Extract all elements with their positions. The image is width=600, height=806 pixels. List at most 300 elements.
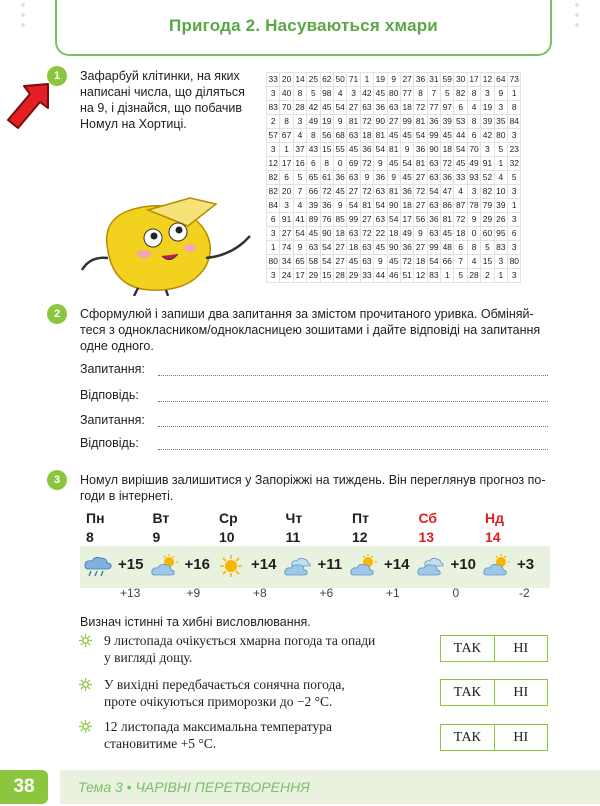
grid-cell[interactable]: 73 — [508, 73, 521, 87]
grid-cell[interactable]: 54 — [320, 241, 333, 255]
grid-cell[interactable]: 42 — [360, 87, 373, 101]
grid-cell[interactable]: 9 — [333, 115, 346, 129]
grid-row — [267, 87, 521, 101]
grid-cell[interactable]: 17 — [400, 213, 413, 227]
grid-cell[interactable]: 72 — [454, 213, 467, 227]
grid-cell[interactable]: 45 — [320, 101, 333, 115]
grid-cell[interactable]: 62 — [320, 73, 333, 87]
sun-icon — [217, 554, 245, 578]
grid-cell[interactable]: 42 — [307, 101, 320, 115]
grid-cell[interactable]: 74 — [280, 241, 293, 255]
grid-cell[interactable]: 39 — [481, 115, 494, 129]
true-option-2[interactable]: ТАК — [453, 685, 481, 700]
grid-cell[interactable]: 54 — [427, 185, 440, 199]
grid-cell[interactable]: 3 — [267, 143, 280, 157]
grid-cell[interactable]: 79 — [481, 199, 494, 213]
grid-cell[interactable]: 7 — [293, 185, 306, 199]
grid-cell[interactable]: 1 — [267, 241, 280, 255]
grid-cell[interactable]: 5 — [293, 171, 306, 185]
grid-cell[interactable]: 49 — [307, 115, 320, 129]
grid-cell[interactable]: 25 — [307, 73, 320, 87]
grid-cell[interactable]: 69 — [347, 157, 360, 171]
grid-cell[interactable]: 45 — [387, 157, 400, 171]
grid-cell[interactable]: 45 — [441, 129, 454, 143]
grid-cell[interactable]: 82 — [481, 185, 494, 199]
grid-cell[interactable]: 3 — [481, 87, 494, 101]
grid-cell[interactable]: 6 — [307, 157, 320, 171]
grid-cell[interactable]: 71 — [347, 73, 360, 87]
grid-cell[interactable]: 18 — [414, 255, 427, 269]
grid-cell[interactable]: 54 — [347, 199, 360, 213]
grid-cell[interactable]: 72 — [360, 115, 373, 129]
grid-cell[interactable]: 8 — [280, 115, 293, 129]
grid-cell[interactable]: 33 — [267, 73, 280, 87]
grid-cell[interactable]: 58 — [307, 255, 320, 269]
grid-cell[interactable]: 28 — [467, 269, 480, 283]
grid-cell[interactable]: 90 — [387, 241, 400, 255]
grid-cell[interactable]: 46 — [387, 269, 400, 283]
grid-cell[interactable]: 27 — [333, 255, 346, 269]
grid-cell[interactable]: 12 — [267, 157, 280, 171]
grid-cell[interactable]: 27 — [414, 199, 427, 213]
grid-cell[interactable]: 30 — [454, 73, 467, 87]
grid-cell[interactable]: 97 — [441, 101, 454, 115]
grid-cell[interactable]: 90 — [374, 115, 387, 129]
grid-cell[interactable]: 37 — [293, 143, 306, 157]
grid-cell[interactable]: 3 — [481, 143, 494, 157]
grid-cell[interactable]: 63 — [427, 157, 440, 171]
grid-cell[interactable]: 9 — [333, 199, 346, 213]
grid-cell[interactable]: 45 — [387, 255, 400, 269]
grid-cell[interactable]: 83 — [427, 269, 440, 283]
grid-cell[interactable]: 27 — [387, 115, 400, 129]
grid-cell[interactable]: 5 — [307, 87, 320, 101]
grid-cell[interactable]: 63 — [360, 255, 373, 269]
grid-cell[interactable]: 84 — [267, 199, 280, 213]
grid-cell[interactable]: 81 — [414, 115, 427, 129]
grid-cell[interactable]: 63 — [427, 227, 440, 241]
grid-cell[interactable]: 9 — [494, 87, 507, 101]
grid-cell[interactable]: 4 — [494, 171, 507, 185]
grid-cell[interactable]: 40 — [280, 87, 293, 101]
grid-cell[interactable]: 63 — [387, 101, 400, 115]
grid-cell[interactable]: 3 — [508, 129, 521, 143]
grid-cell[interactable]: 80 — [508, 255, 521, 269]
grid-cell[interactable]: 72 — [360, 227, 373, 241]
grid-cell[interactable]: 15 — [481, 255, 494, 269]
grid-cell[interactable]: 3 — [494, 255, 507, 269]
grid-cell[interactable]: 8 — [293, 87, 306, 101]
grid-cell[interactable]: 54 — [400, 157, 413, 171]
grid-cell[interactable]: 1 — [508, 199, 521, 213]
grid-cell[interactable]: 80 — [267, 255, 280, 269]
grid-cell[interactable]: 45 — [347, 143, 360, 157]
grid-cell[interactable]: 18 — [360, 129, 373, 143]
grid-cell[interactable]: 82 — [267, 171, 280, 185]
grid-cell[interactable]: 72 — [360, 185, 373, 199]
grid-cell[interactable]: 53 — [454, 115, 467, 129]
grid-cell[interactable]: 63 — [374, 185, 387, 199]
grid-cell[interactable]: 67 — [280, 129, 293, 143]
grid-cell[interactable]: 1 — [360, 73, 373, 87]
grid-cell[interactable]: 3 — [494, 101, 507, 115]
grid-cell[interactable]: 81 — [441, 213, 454, 227]
grid-cell[interactable]: 72 — [320, 185, 333, 199]
grid-cell[interactable]: 90 — [427, 143, 440, 157]
false-option-1[interactable]: НІ — [494, 636, 548, 661]
grid-cell[interactable]: 36 — [320, 199, 333, 213]
grid-cell[interactable]: 20 — [280, 185, 293, 199]
grid-cell[interactable]: 87 — [454, 199, 467, 213]
grid-cell[interactable]: 45 — [333, 185, 346, 199]
grid-cell[interactable]: 5 — [454, 269, 467, 283]
grid-cell[interactable]: 39 — [307, 199, 320, 213]
grid-cell[interactable]: 14 — [293, 73, 306, 87]
grid-cell[interactable]: 3 — [267, 269, 280, 283]
grid-cell[interactable]: 36 — [414, 73, 427, 87]
grid-cell[interactable]: 99 — [347, 213, 360, 227]
grid-cell[interactable]: 26 — [494, 213, 507, 227]
grid-cell[interactable]: 4 — [454, 185, 467, 199]
grid-cell[interactable]: 54 — [374, 199, 387, 213]
grid-cell[interactable]: 27 — [333, 241, 346, 255]
grid-cell[interactable]: 15 — [320, 143, 333, 157]
grid-cell[interactable]: 36 — [427, 213, 440, 227]
grid-cell[interactable]: 99 — [400, 115, 413, 129]
grid-cell[interactable]: 36 — [441, 171, 454, 185]
grid-cell[interactable]: 61 — [320, 171, 333, 185]
grid-cell[interactable]: 1 — [494, 269, 507, 283]
grid-cell[interactable]: 18 — [441, 143, 454, 157]
grid-cell[interactable]: 99 — [427, 129, 440, 143]
grid-cell[interactable]: 56 — [320, 129, 333, 143]
grid-cell[interactable]: 54 — [293, 227, 306, 241]
grid-cell[interactable]: 70 — [467, 143, 480, 157]
grid-cell[interactable]: 41 — [293, 213, 306, 227]
grid-cell[interactable]: 9 — [387, 73, 400, 87]
grid-cell[interactable]: 85 — [333, 213, 346, 227]
grid-cell[interactable]: 1 — [508, 87, 521, 101]
grid-cell[interactable]: 8 — [320, 157, 333, 171]
true-option-1[interactable]: ТАК — [453, 641, 481, 656]
sun-bullet-icon — [79, 678, 92, 691]
grid-cell[interactable]: 6 — [467, 129, 480, 143]
grid-cell[interactable]: 77 — [400, 87, 413, 101]
grid-cell[interactable]: 63 — [427, 199, 440, 213]
grid-cell[interactable]: 17 — [280, 157, 293, 171]
grid-cell[interactable]: 4 — [293, 199, 306, 213]
grid-cell[interactable]: 9 — [400, 143, 413, 157]
grid-cell[interactable]: 3 — [280, 199, 293, 213]
grid-cell[interactable]: 91 — [280, 213, 293, 227]
grid-cell[interactable]: 39 — [441, 115, 454, 129]
grid-cell[interactable]: 27 — [400, 73, 413, 87]
grid-cell[interactable]: 8 — [307, 129, 320, 143]
grid-cell[interactable]: 72 — [414, 101, 427, 115]
grid-cell[interactable]: 91 — [481, 157, 494, 171]
grid-cell[interactable]: 49 — [400, 227, 413, 241]
grid-cell[interactable]: 29 — [347, 269, 360, 283]
grid-cell[interactable]: 10 — [494, 185, 507, 199]
grid-cell[interactable]: 54 — [414, 129, 427, 143]
grid-cell[interactable]: 54 — [320, 255, 333, 269]
grid-cell[interactable]: 81 — [387, 143, 400, 157]
grid-cell[interactable]: 32 — [508, 157, 521, 171]
grid-cell[interactable]: 49 — [467, 157, 480, 171]
grid-cell[interactable]: 90 — [387, 199, 400, 213]
grid-cell[interactable]: 9 — [374, 157, 387, 171]
grid-cell[interactable]: 18 — [400, 199, 413, 213]
grid-cell[interactable]: 19 — [374, 73, 387, 87]
grid-cell[interactable]: 89 — [307, 213, 320, 227]
grid-cell[interactable]: 57 — [267, 129, 280, 143]
grid-cell[interactable]: 81 — [374, 129, 387, 143]
grid-cell[interactable]: 63 — [360, 101, 373, 115]
grid-cell[interactable]: 90 — [320, 227, 333, 241]
grid-cell[interactable]: 65 — [293, 255, 306, 269]
grid-cell[interactable]: 36 — [374, 171, 387, 185]
grid-cell[interactable]: 93 — [467, 171, 480, 185]
grid-cell[interactable]: 66 — [441, 255, 454, 269]
grid-cell[interactable]: 36 — [427, 115, 440, 129]
grid-cell[interactable]: 86 — [441, 199, 454, 213]
grid-cell[interactable]: 9 — [293, 241, 306, 255]
grid-cell[interactable]: 28 — [293, 101, 306, 115]
grid-cell[interactable]: 12 — [414, 269, 427, 283]
grid-cell[interactable]: 55 — [333, 143, 346, 157]
grid-cell[interactable]: 47 — [441, 185, 454, 199]
grid-cell[interactable]: 5 — [494, 143, 507, 157]
grid-cell[interactable]: 0 — [333, 157, 346, 171]
grid-cell[interactable]: 42 — [481, 129, 494, 143]
grid-cell[interactable]: 9 — [374, 255, 387, 269]
grid-cell[interactable]: 6 — [454, 241, 467, 255]
grid-cell[interactable]: 63 — [307, 241, 320, 255]
grid-cell[interactable]: 3 — [508, 185, 521, 199]
grid-cell[interactable]: 3 — [508, 269, 521, 283]
grid-cell[interactable]: 27 — [414, 241, 427, 255]
grid-cell[interactable]: 3 — [267, 87, 280, 101]
grid-cell[interactable]: 7 — [427, 87, 440, 101]
grid-cell[interactable]: 6 — [280, 171, 293, 185]
grid-cell[interactable]: 44 — [374, 269, 387, 283]
grid-cell[interactable]: 19 — [481, 101, 494, 115]
grid-cell[interactable]: 18 — [387, 227, 400, 241]
grid-cell[interactable]: 5 — [481, 241, 494, 255]
grid-cell[interactable]: 17 — [467, 73, 480, 87]
grid-cell[interactable]: 98 — [320, 87, 333, 101]
grid-cell[interactable]: 9 — [467, 213, 480, 227]
grid-cell[interactable]: 72 — [414, 185, 427, 199]
grid-cell[interactable]: 31 — [427, 73, 440, 87]
grid-cell[interactable]: 82 — [267, 185, 280, 199]
grid-cell[interactable]: 72 — [441, 157, 454, 171]
grid-cell[interactable]: 3 — [293, 115, 306, 129]
grid-cell[interactable]: 43 — [307, 143, 320, 157]
grid-cell[interactable]: 63 — [427, 171, 440, 185]
grid-cell[interactable]: 44 — [454, 129, 467, 143]
grid-cell[interactable]: 68 — [333, 129, 346, 143]
grid-cell[interactable]: 54 — [374, 143, 387, 157]
grid-row — [267, 143, 521, 157]
grid-cell[interactable]: 27 — [347, 185, 360, 199]
grid-cell[interactable]: 63 — [347, 129, 360, 143]
grid-cell[interactable]: 99 — [427, 241, 440, 255]
grid-cell[interactable]: 48 — [441, 241, 454, 255]
grid-cell[interactable]: 36 — [414, 143, 427, 157]
grid-cell[interactable]: 45 — [400, 171, 413, 185]
true-false-box-1 — [440, 635, 548, 662]
answer-line-1[interactable] — [158, 401, 548, 402]
grid-cell[interactable]: 63 — [347, 171, 360, 185]
grid-cell[interactable]: 3 — [508, 241, 521, 255]
grid-cell[interactable]: 83 — [494, 241, 507, 255]
question-line-1[interactable] — [158, 375, 548, 376]
grid-cell[interactable]: 4 — [467, 101, 480, 115]
false-option-2[interactable]: НІ — [494, 680, 548, 705]
grid-cell[interactable]: 36 — [400, 241, 413, 255]
grid-cell[interactable]: 15 — [320, 269, 333, 283]
true-option-3[interactable]: ТАК — [453, 730, 481, 745]
grid-cell[interactable]: 81 — [347, 115, 360, 129]
grid-cell[interactable]: 63 — [360, 241, 373, 255]
grid-cell[interactable]: 72 — [400, 255, 413, 269]
grid-cell[interactable]: 6 — [454, 101, 467, 115]
grid-cell[interactable]: 12 — [481, 73, 494, 87]
grid-cell[interactable]: 80 — [387, 87, 400, 101]
grid-cell[interactable]: 0 — [467, 227, 480, 241]
grid-cell[interactable]: 3 — [467, 185, 480, 199]
grid-cell[interactable]: 76 — [320, 213, 333, 227]
grid-cell[interactable]: 8 — [508, 101, 521, 115]
grid-cell[interactable]: 70 — [280, 101, 293, 115]
grid-cell[interactable]: 66 — [307, 185, 320, 199]
grid-cell[interactable]: 27 — [414, 171, 427, 185]
grid-cell[interactable]: 64 — [494, 73, 507, 87]
grid-cell[interactable]: 54 — [427, 255, 440, 269]
grid-cell[interactable]: 16 — [293, 157, 306, 171]
grid-cell[interactable]: 35 — [494, 115, 507, 129]
grid-cell[interactable]: 56 — [414, 213, 427, 227]
grid-cell[interactable]: 18 — [333, 227, 346, 241]
grid-cell[interactable]: 81 — [360, 199, 373, 213]
grid-cell[interactable]: 1 — [280, 143, 293, 157]
grid-cell[interactable]: 54 — [333, 101, 346, 115]
grid-cell[interactable]: 36 — [360, 143, 373, 157]
grid-cell[interactable]: 45 — [387, 129, 400, 143]
grid-cell[interactable]: 18 — [347, 241, 360, 255]
grid-cell[interactable]: 52 — [481, 171, 494, 185]
grid-cell[interactable]: 4 — [293, 129, 306, 143]
grid-cell[interactable]: 84 — [508, 115, 521, 129]
grid-cell[interactable]: 45 — [374, 87, 387, 101]
grid-cell[interactable]: 81 — [414, 157, 427, 171]
grid-cell[interactable]: 22 — [374, 227, 387, 241]
answer-line-2[interactable] — [158, 449, 548, 450]
grid-cell[interactable]: 45 — [454, 157, 467, 171]
grid-cell[interactable]: 2 — [481, 269, 494, 283]
grid-cell[interactable]: 1 — [441, 269, 454, 283]
grid-cell[interactable]: 27 — [360, 213, 373, 227]
grid-cell[interactable]: 3 — [347, 87, 360, 101]
grid-cell[interactable]: 36 — [374, 101, 387, 115]
grid-cell[interactable]: 45 — [374, 241, 387, 255]
grid-cell[interactable]: 36 — [400, 185, 413, 199]
grid-cell[interactable]: 8 — [467, 241, 480, 255]
grid-cell[interactable]: 59 — [441, 73, 454, 87]
grid-cell[interactable]: 4 — [333, 87, 346, 101]
grid-cell[interactable]: 72 — [360, 157, 373, 171]
grid-cell[interactable]: 60 — [481, 227, 494, 241]
grid-cell[interactable]: 82 — [454, 87, 467, 101]
grid-cell[interactable]: 24 — [280, 269, 293, 283]
grid-cell[interactable]: 17 — [293, 269, 306, 283]
grid-cell[interactable]: 8 — [467, 87, 480, 101]
grid-cell[interactable]: 45 — [441, 227, 454, 241]
false-option-3[interactable]: НІ — [494, 725, 548, 750]
grid-cell[interactable]: 8 — [467, 115, 480, 129]
grid-cell[interactable]: 18 — [400, 101, 413, 115]
grid-cell[interactable]: 6 — [267, 213, 280, 227]
grid-cell[interactable]: 3 — [267, 227, 280, 241]
grid-cell[interactable]: 4 — [467, 255, 480, 269]
grid-cell[interactable]: 34 — [280, 255, 293, 269]
grid-cell[interactable]: 18 — [454, 227, 467, 241]
grid-cell[interactable]: 78 — [467, 199, 480, 213]
grid-cell[interactable]: 77 — [427, 101, 440, 115]
grid-cell[interactable]: 36 — [333, 171, 346, 185]
grid-cell[interactable]: 8 — [414, 87, 427, 101]
grid-cell[interactable]: 29 — [307, 269, 320, 283]
grid-cell[interactable]: 50 — [333, 73, 346, 87]
grid-cell[interactable]: 9 — [360, 171, 373, 185]
grid-cell[interactable]: 9 — [387, 171, 400, 185]
grid-cell[interactable]: 1 — [494, 157, 507, 171]
grid-cell[interactable]: 33 — [454, 171, 467, 185]
grid-cell[interactable]: 7 — [454, 255, 467, 269]
grid-cell[interactable]: 65 — [307, 171, 320, 185]
grid-cell[interactable]: 5 — [508, 171, 521, 185]
grid-cell[interactable]: 51 — [400, 269, 413, 283]
grid-cell[interactable]: 45 — [307, 227, 320, 241]
grid-cell[interactable]: 9 — [414, 227, 427, 241]
grid-cell[interactable]: 28 — [333, 269, 346, 283]
grid-cell[interactable]: 6 — [508, 227, 521, 241]
grid-cell[interactable]: 63 — [374, 213, 387, 227]
grid-cell[interactable]: 27 — [280, 227, 293, 241]
grid-cell[interactable]: 54 — [454, 143, 467, 157]
grid-cell[interactable]: 5 — [441, 87, 454, 101]
grid-cell[interactable]: 19 — [320, 115, 333, 129]
grid-cell[interactable]: 80 — [494, 129, 507, 143]
grid-cell[interactable]: 63 — [347, 227, 360, 241]
grid-cell[interactable]: 54 — [387, 213, 400, 227]
grid-cell[interactable]: 45 — [400, 129, 413, 143]
grid-cell[interactable]: 20 — [280, 73, 293, 87]
grid-cell[interactable]: 27 — [347, 101, 360, 115]
question-line-2[interactable] — [158, 426, 548, 427]
grid-cell[interactable]: 33 — [360, 269, 373, 283]
grid-cell[interactable]: 83 — [267, 101, 280, 115]
grid-cell[interactable]: 23 — [508, 143, 521, 157]
grid-cell[interactable]: 29 — [481, 213, 494, 227]
grid-cell[interactable]: 3 — [508, 213, 521, 227]
grid-cell[interactable]: 45 — [347, 255, 360, 269]
grid-cell[interactable]: 95 — [494, 227, 507, 241]
grid-cell[interactable]: 81 — [387, 185, 400, 199]
grid-cell[interactable]: 39 — [494, 199, 507, 213]
grid-cell[interactable]: 2 — [267, 115, 280, 129]
